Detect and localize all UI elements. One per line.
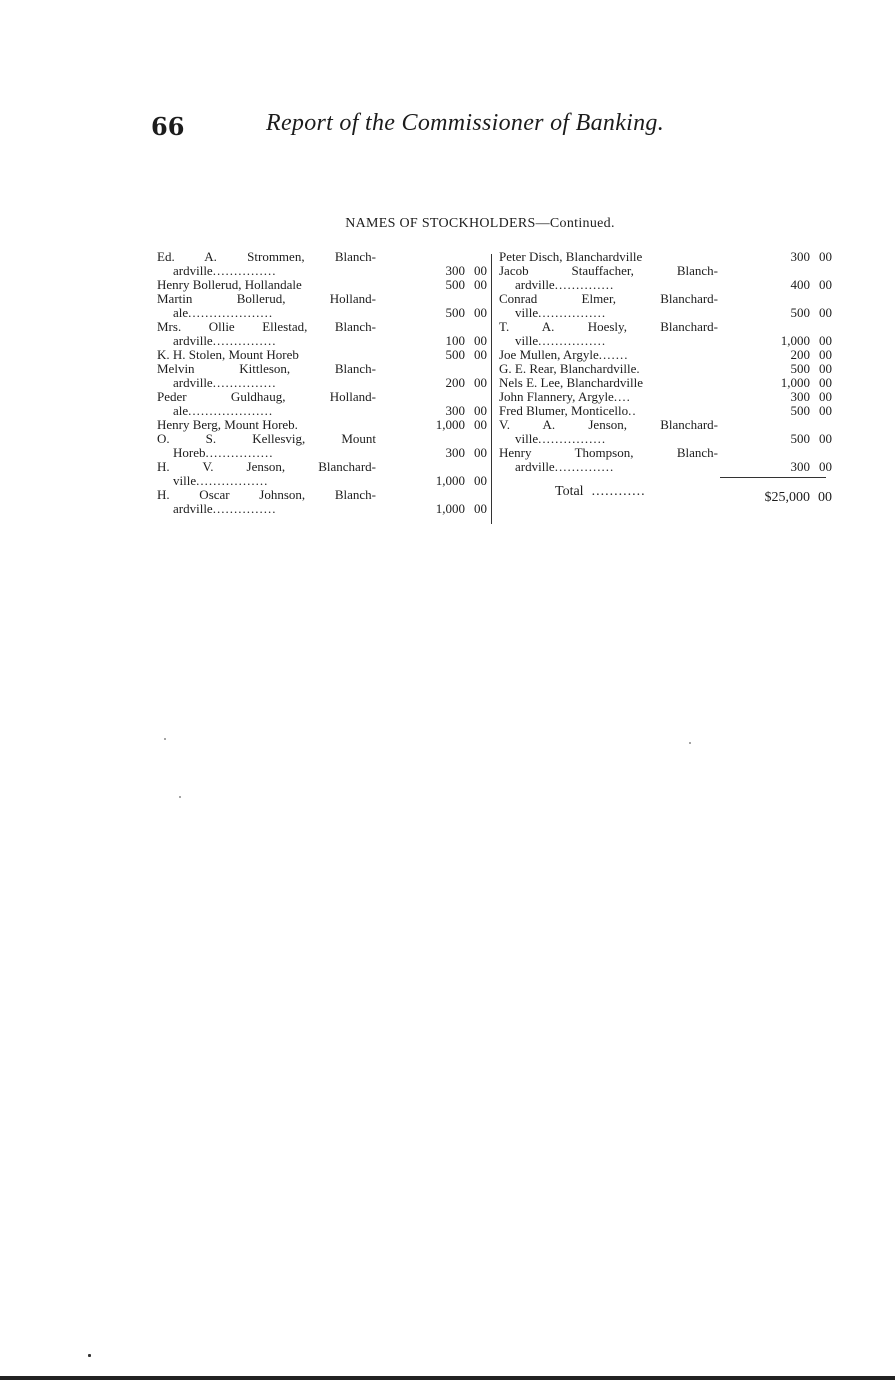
stockholder-name-text: Henry Bollerud, Hollandale [157,277,302,292]
stockholder-entry [499,418,832,446]
amount-dollars: 500 [445,277,465,292]
amount-cents: 00 [819,459,832,474]
amount-cents: 00 [819,305,832,320]
stockholder-entry [157,362,487,390]
stock-amount [405,278,487,292]
stockholder-entry [157,278,487,292]
stockholder-name-line: Jacob Stauffacher, Blanch- [499,263,718,278]
amount-cents: 00 [819,431,832,446]
stockholder-name-text: ale [173,403,189,418]
amount-cents: 00 [819,333,832,348]
stock-amount [405,502,487,516]
stockholder-name-text: ville [515,431,539,446]
amount-cents: 00 [474,347,487,362]
stockholder-name-text: ardville [515,459,555,474]
stockholder-entry [499,362,832,376]
total-label [555,485,718,499]
amount-cents: 00 [819,389,832,404]
amount-dollars: 300 [445,263,465,278]
stockholder-entry [157,488,487,516]
amount-cents: 00 [474,305,487,320]
stock-amount [730,278,832,292]
stockholder-name-last [499,362,718,376]
stockholder-entry [499,250,832,264]
stockholder-name-last [499,348,718,362]
page-bottom-edge [0,1376,895,1380]
amount-dollars: $25,000 [764,490,810,505]
stock-amount [730,404,832,418]
stockholder-name-line: H. V. Jenson, Blanchard- [157,459,376,474]
stockholder-name-line: Conrad Elmer, Blanchard- [499,291,718,306]
stockholder-name-line: O. S. Kellesvig, Mount [157,431,376,446]
total-row [499,485,832,505]
stockholder-name-line: Ed. A. Strommen, Blanch- [157,249,376,264]
stockholder-name-text: ardville [173,501,213,516]
stock-amount [405,446,487,460]
stock-amount [405,306,487,320]
leader-dots: .............. [554,460,615,474]
stockholder-name-line: Peder Guldhaug, Holland- [157,389,376,404]
stockholder-entry [499,292,832,320]
leader-dots: .... [613,390,631,404]
stockholder-entry [157,390,487,418]
amount-dollars: 200 [445,375,465,390]
stockholder-entry [499,376,832,390]
scan-speck [164,738,166,740]
amount-dollars: 500 [790,403,810,418]
leader-dots: ............ [591,485,646,499]
amount-cents: 00 [474,263,487,278]
stockholder-name-text: Horeb [173,445,206,460]
amount-dollars: 300 [445,445,465,460]
total-label-text: Total [555,484,584,499]
scan-speck [179,796,181,798]
leader-dots: ............... [212,264,277,278]
stock-amount [730,432,832,446]
stockholder-name-last [499,250,718,264]
stockholder-entry [157,460,487,488]
stockholder-name-text: ardville [173,333,213,348]
stockholder-name-last [157,502,376,516]
stockholder-name-last [499,306,718,320]
total-amount [730,491,832,505]
amount-cents: 00 [474,501,487,516]
stockholder-name-last [499,334,718,348]
stockholder-name-last [157,474,376,488]
stockholder-entry [499,446,832,474]
leader-dots [302,278,376,292]
stockholder-entry [157,292,487,320]
stockholder-name-text: ville [515,333,539,348]
stockholder-name-text: Nels E. Lee, Blanchardville [499,375,644,390]
stockholder-name-line: Martin Bollerud, Holland- [157,291,376,306]
stockholder-name-last [499,390,718,404]
stockholder-name-line: Henry Thompson, Blanch- [499,445,718,460]
stock-amount [405,334,487,348]
amount-dollars: 1,000 [435,501,465,516]
amount-dollars: 1,000 [435,473,465,488]
stock-amount [730,390,832,404]
stockholder-name-line: Melvin Kittleson, Blanch- [157,361,376,376]
stockholder-name-line: T. A. Hoesly, Blanchard- [499,319,718,334]
leader-dots: ....... [598,348,629,362]
stockholder-entry [499,320,832,348]
stockholder-name-text: ville [515,305,539,320]
stockholders-left-column [157,250,487,516]
leader-dots: ................. [196,474,269,488]
amount-cents: 00 [474,473,487,488]
stockholder-name-text: John Flannery, Argyle [499,389,614,404]
amount-cents: 00 [819,361,832,376]
amount-dollars: 1,000 [435,417,465,432]
amount-cents: 00 [474,445,487,460]
stockholder-name-line: Mrs. Ollie Ellestad, Blanch- [157,319,376,334]
amount-dollars: 300 [790,459,810,474]
amount-dollars: 500 [790,431,810,446]
leader-dots: ................ [538,306,607,320]
stockholder-entry [157,348,487,362]
amount-cents: 00 [819,277,832,292]
column-divider [491,254,492,524]
leader-dots: ............... [212,376,277,390]
amount-cents: 00 [819,403,832,418]
stockholder-name-last [157,278,376,292]
stock-amount [405,376,487,390]
amount-cents: 00 [474,403,487,418]
scan-speck [88,1354,91,1357]
stockholder-entry [499,404,832,418]
stock-amount [405,404,487,418]
amount-cents: 00 [819,249,832,264]
stockholder-name-last [157,446,376,460]
stockholder-entry [157,432,487,460]
stockholder-name-text: Henry Berg, Mount Horeb. [157,417,298,432]
stockholder-entry [157,250,487,278]
leader-dots: .. [628,404,637,418]
stockholder-name-last [499,460,718,474]
leader-dots [642,250,718,264]
amount-dollars: 500 [790,305,810,320]
stockholder-entry [157,320,487,348]
leader-dots: ............... [212,334,277,348]
stockholder-name-last [157,348,376,362]
stockholder-name-last [499,376,718,390]
stock-amount [730,376,832,390]
stockholder-name-text: G. E. Rear, Blanchardville. [499,361,640,376]
stockholder-name-last [157,404,376,418]
stockholder-name-last [499,278,718,292]
stockholder-name-last [157,418,376,432]
leader-dots: ................ [205,446,274,460]
amount-cents: 00 [474,277,487,292]
leader-dots: ................ [538,334,607,348]
stockholder-name-last [499,404,718,418]
stock-amount [730,460,832,474]
stockholder-name-text: ville [173,473,197,488]
amount-cents: 00 [818,490,832,505]
amount-cents: 00 [819,375,832,390]
leader-dots: ............... [212,502,277,516]
stock-amount [730,306,832,320]
amount-dollars: 500 [445,305,465,320]
amount-dollars: 300 [790,389,810,404]
stockholder-name-line: V. A. Jenson, Blanchard- [499,417,718,432]
stock-amount [405,348,487,362]
stockholder-name-last [499,432,718,446]
amount-dollars: 300 [790,249,810,264]
stockholder-name-text: ale [173,305,189,320]
stockholder-name-text: ardville [173,263,213,278]
stockholder-name-last [157,264,376,278]
total-rule [720,477,826,478]
leader-dots: .................... [188,306,274,320]
amount-dollars: 100 [445,333,465,348]
leader-dots [299,348,376,362]
amount-dollars: 500 [445,347,465,362]
leader-dots [643,376,718,390]
stockholders-right-column [499,250,832,505]
stockholder-name-text: ardville [515,277,555,292]
stock-amount [405,474,487,488]
leader-dots [298,418,376,432]
amount-cents: 00 [474,333,487,348]
stock-amount [405,418,487,432]
stockholder-name-text: K. H. Stolen, Mount Horeb [157,347,299,362]
amount-dollars: 1,000 [780,333,810,348]
stock-amount [730,348,832,362]
running-title: Report of the Commissioner of Banking. [266,110,665,136]
amount-dollars: 300 [445,403,465,418]
amount-dollars: 200 [790,347,810,362]
stockholder-name-line: H. Oscar Johnson, Blanch- [157,487,376,502]
amount-dollars: 1,000 [780,375,810,390]
stockholder-name-text: Joe Mullen, Argyle [499,347,599,362]
stock-amount [730,334,832,348]
amount-dollars: 400 [790,277,810,292]
stock-amount [730,250,832,264]
amount-dollars: 500 [790,361,810,376]
leader-dots: .............. [554,278,615,292]
leader-dots [640,362,718,376]
section-title: NAMES OF STOCKHOLDERS—Continued. [345,216,615,231]
stockholder-name-last [157,376,376,390]
stockholder-entry [499,348,832,362]
leader-dots: .................... [188,404,274,418]
amount-cents: 00 [474,417,487,432]
stockholder-name-text: ardville [173,375,213,390]
stockholder-name-text: Fred Blumer, Monticello [499,403,629,418]
page-number: 66 [151,112,185,141]
stockholder-entry [499,264,832,292]
stockholder-name-text: Peter Disch, Blanchardville [499,249,643,264]
stockholder-entry [499,390,832,404]
stock-amount [405,264,487,278]
amount-cents: 00 [474,375,487,390]
stockholder-name-last [157,334,376,348]
stock-amount [730,362,832,376]
scan-speck [689,742,691,744]
stockholder-entry [157,418,487,432]
amount-cents: 00 [819,347,832,362]
leader-dots: ................ [538,432,607,446]
stockholder-name-last [157,306,376,320]
